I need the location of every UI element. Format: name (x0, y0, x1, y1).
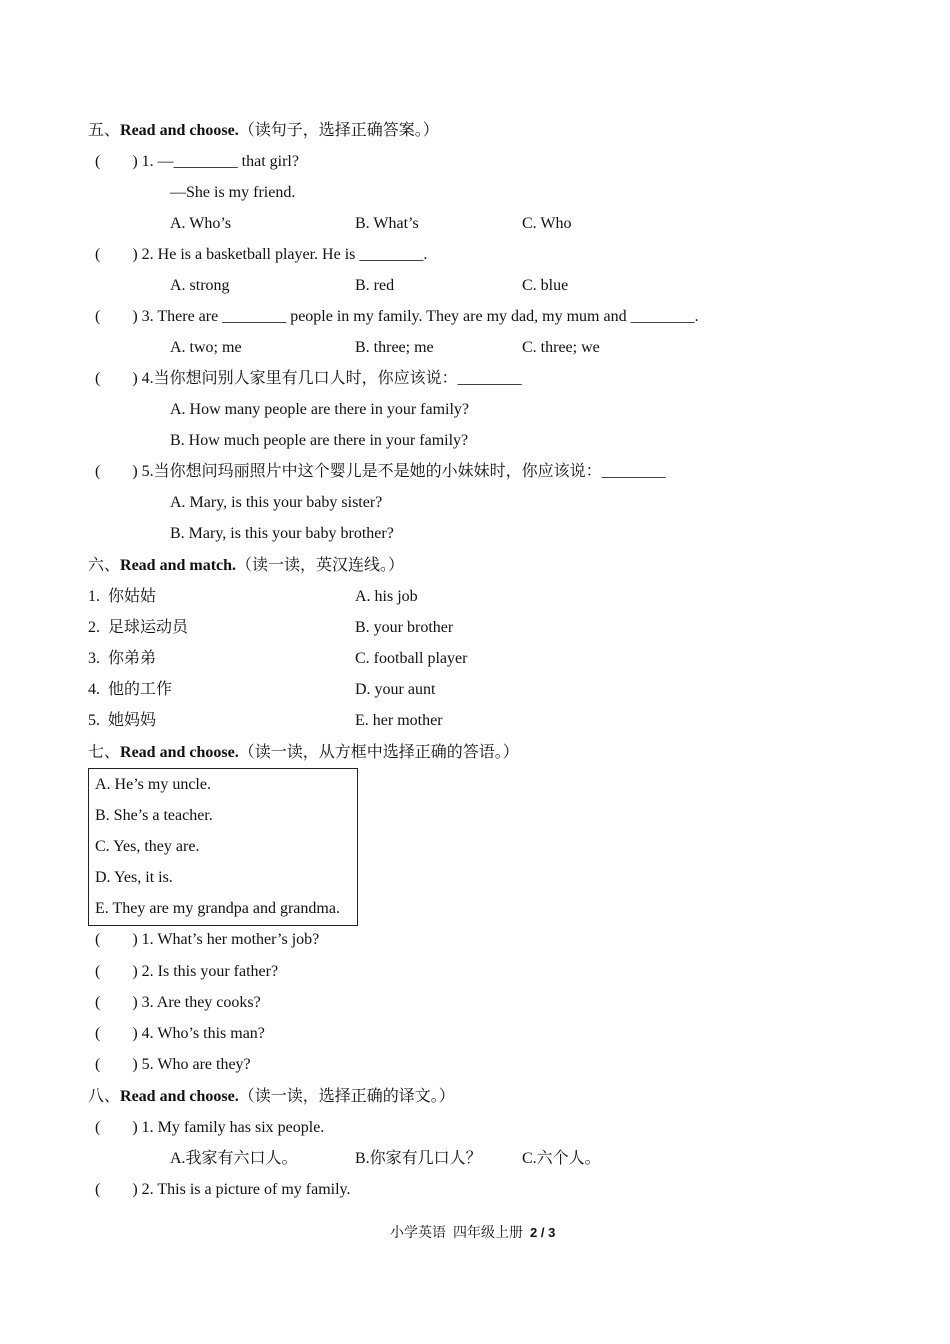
page-number: 2 / 3 (530, 1225, 556, 1240)
s8-q1-opt-c: C.六个人。 (522, 1150, 601, 1167)
footer-text: 小学英语 四年级上册 (390, 1226, 530, 1241)
section-6-heading-en: Read and match. (120, 557, 237, 574)
s8-q1: ( ) 1. My family has six people. (95, 1119, 325, 1136)
section-6-prefix: 六、 (88, 557, 121, 574)
match-right-item: A. his job (355, 588, 418, 605)
section-6-heading (88, 556, 404, 576)
match-right-item: E. her mother (355, 712, 443, 729)
section-5-heading-en: Read and choose. (120, 122, 239, 139)
match-right-item: C. football player (355, 650, 468, 667)
section-6-heading-cn: （读一读，英汉连线。） (236, 557, 405, 574)
match-left-item: 3. 你弟弟 (88, 650, 157, 667)
match-left-item: 4. 他的工作 (88, 681, 173, 698)
section-7-heading (88, 743, 519, 763)
match-left-item: 5. 她妈妈 (88, 712, 157, 729)
s8-q2: ( ) 2. This is a picture of my family. (95, 1181, 351, 1198)
s7-question: ( ) 5. Who are they? (95, 1056, 251, 1073)
s5-q4-opt-a: A. How many people are there in your family? (170, 401, 470, 418)
match-right-item: B. your brother (355, 619, 454, 636)
s5-q5-opt-a: A. Mary, is this your baby sister? (170, 494, 383, 511)
s7-question: ( ) 4. Who’s this man? (95, 1025, 265, 1042)
s8-q1-opt-b: B.你家有几口人？ (355, 1150, 482, 1167)
s5-q2-opt-b: B. red (355, 277, 395, 294)
page-footer (390, 1224, 555, 1243)
s5-q4: ( ) 4.当你想问别人家里有几口人时，你应该说：________ (95, 370, 522, 387)
s5-q2-opt-c: C. blue (522, 277, 569, 294)
section-7-heading-en: Read and choose. (120, 744, 239, 761)
box-option: C. Yes, they are. (95, 838, 200, 855)
section-5-heading-cn: （读句子，选择正确答案。） (238, 122, 439, 139)
section-8-heading (88, 1087, 455, 1107)
s5-q2: ( ) 2. He is a basketball player. He is ________. (95, 246, 428, 263)
section-5-prefix: 五、 (88, 122, 121, 139)
s5-q3-opt-c: C. three; we (522, 339, 600, 356)
s5-q1: ( ) 1. —________ that girl? (95, 153, 299, 170)
box-option: D. Yes, it is. (95, 869, 173, 886)
s5-q4-opt-b: B. How much people are there in your family? (170, 432, 469, 449)
s5-q3: ( ) 3. There are ________ people in my family. They are my dad, my mum and ________. (95, 308, 699, 325)
s5-q5-opt-b: B. Mary, is this your baby brother? (170, 525, 394, 542)
s5-q1-opt-b: B. What’s (355, 215, 419, 232)
s7-question: ( ) 3. Are they cooks? (95, 994, 261, 1011)
s5-q1-opt-c: C. Who (522, 215, 572, 232)
section-8-heading-cn: （读一读，选择正确的译文。） (238, 1088, 455, 1105)
section-8-prefix: 八、 (88, 1088, 121, 1105)
s5-q1-opt-a: A. Who’s (170, 215, 232, 232)
match-left-item: 1. 你姑姑 (88, 588, 157, 605)
section-7-prefix: 七、 (88, 744, 121, 761)
s5-q3-opt-a: A. two; me (170, 339, 242, 356)
box-option: A. He’s my uncle. (95, 776, 211, 793)
section-7-heading-cn: （读一读，从方框中选择正确的答语。） (238, 744, 519, 761)
s5-q1-reply: —She is my friend. (170, 184, 296, 201)
match-right-item: D. your aunt (355, 681, 436, 698)
s5-q2-opt-a: A. strong (170, 277, 230, 294)
s5-q5: ( ) 5.当你想问玛丽照片中这个婴儿是不是她的小妹妹时，你应该说：________ (95, 463, 666, 480)
s8-q1-opt-a: A.我家有六口人。 (170, 1150, 298, 1167)
s5-q3-opt-b: B. three; me (355, 339, 434, 356)
box-option: B. She’s a teacher. (95, 807, 213, 824)
box-option: E. They are my grandpa and grandma. (95, 900, 340, 917)
s7-question: ( ) 1. What’s her mother’s job? (95, 931, 320, 948)
section-8-heading-en: Read and choose. (120, 1088, 239, 1105)
match-left-item: 2. 足球运动员 (88, 619, 189, 636)
section-5-heading (88, 121, 439, 141)
s7-question: ( ) 2. Is this your father? (95, 963, 279, 980)
